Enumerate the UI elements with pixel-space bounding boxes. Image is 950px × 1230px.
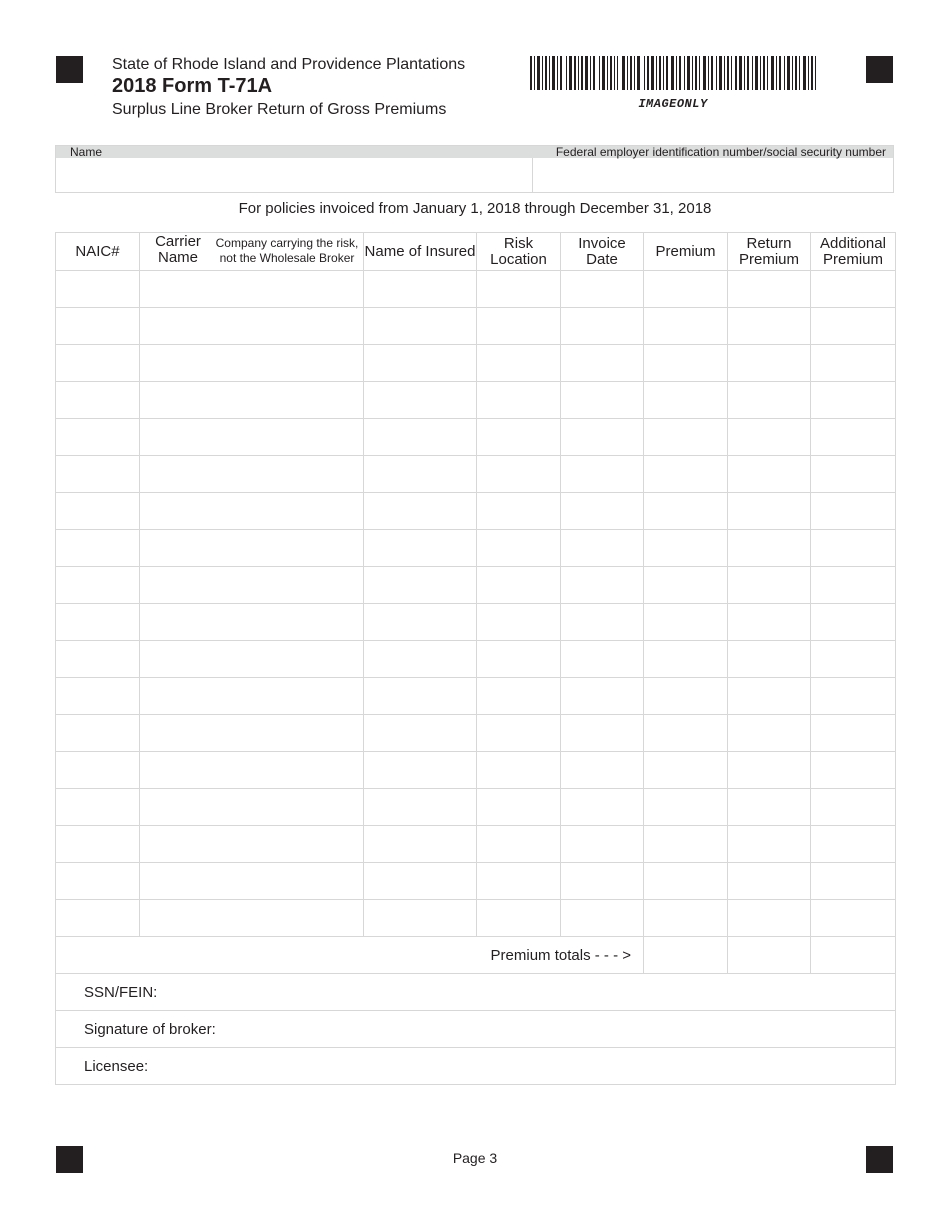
form-header bbox=[112, 55, 465, 122]
table-row bbox=[56, 419, 896, 456]
carrier-cell[interactable] bbox=[140, 604, 364, 641]
risk-location-cell[interactable] bbox=[477, 678, 561, 715]
table-row bbox=[56, 826, 896, 863]
return-premium-cell[interactable] bbox=[728, 604, 811, 641]
risk-location-cell[interactable] bbox=[477, 419, 561, 456]
naic-cell[interactable] bbox=[56, 715, 140, 752]
naic-cell[interactable] bbox=[56, 789, 140, 826]
totals-label: Premium totals - - - > bbox=[56, 937, 644, 974]
risk-location-cell[interactable] bbox=[477, 456, 561, 493]
naic-cell[interactable] bbox=[56, 382, 140, 419]
insured-cell[interactable] bbox=[364, 715, 477, 752]
table-row bbox=[56, 456, 896, 493]
table-row bbox=[56, 752, 896, 789]
premium-cell[interactable] bbox=[644, 604, 728, 641]
insured-cell[interactable] bbox=[364, 789, 477, 826]
return-premium-cell[interactable] bbox=[728, 345, 811, 382]
invoice-date-cell[interactable] bbox=[561, 752, 644, 789]
risk-location-cell[interactable] bbox=[477, 715, 561, 752]
carrier-cell[interactable] bbox=[140, 752, 364, 789]
totals-row bbox=[56, 937, 896, 974]
naic-cell[interactable] bbox=[56, 752, 140, 789]
invoice-date-cell[interactable] bbox=[561, 493, 644, 530]
naic-cell[interactable] bbox=[56, 641, 140, 678]
risk-location-cell[interactable] bbox=[477, 382, 561, 419]
return-premium-header: Return Premium bbox=[728, 233, 811, 271]
table-row bbox=[56, 530, 896, 567]
return-premium-cell[interactable] bbox=[728, 678, 811, 715]
fein-label: Federal employer identification number/social security number bbox=[555, 145, 886, 159]
barcode-caption: IMAGEONLY bbox=[638, 97, 708, 111]
naic-cell[interactable] bbox=[56, 530, 140, 567]
naic-cell[interactable] bbox=[56, 604, 140, 641]
return-premium-cell[interactable] bbox=[728, 826, 811, 863]
insured-cell[interactable] bbox=[364, 604, 477, 641]
signature-row bbox=[56, 1011, 896, 1048]
carrier-cell[interactable] bbox=[140, 826, 364, 863]
naic-cell[interactable] bbox=[56, 308, 140, 345]
table-row bbox=[56, 493, 896, 530]
page-number: Page 3 bbox=[452, 1150, 498, 1166]
invoice-date-cell[interactable] bbox=[561, 308, 644, 345]
return-premium-cell[interactable] bbox=[728, 493, 811, 530]
insured-cell[interactable] bbox=[364, 826, 477, 863]
risk-location-cell[interactable] bbox=[477, 271, 561, 308]
table-row bbox=[56, 900, 896, 937]
risk-location-cell[interactable] bbox=[477, 641, 561, 678]
licensee-row bbox=[56, 1048, 896, 1085]
table-row bbox=[56, 604, 896, 641]
naic-cell[interactable] bbox=[56, 900, 140, 937]
return-premium-cell[interactable] bbox=[728, 641, 811, 678]
premium-cell[interactable] bbox=[644, 382, 728, 419]
premium-cell[interactable] bbox=[644, 641, 728, 678]
risk-location-cell[interactable] bbox=[477, 900, 561, 937]
premium-cell[interactable] bbox=[644, 678, 728, 715]
carrier-cell[interactable] bbox=[140, 567, 364, 604]
naic-cell[interactable] bbox=[56, 863, 140, 900]
insured-cell[interactable] bbox=[364, 419, 477, 456]
table-row bbox=[56, 715, 896, 752]
invoice-date-cell[interactable] bbox=[561, 900, 644, 937]
insured-cell[interactable] bbox=[364, 345, 477, 382]
return-premium-cell[interactable] bbox=[728, 715, 811, 752]
insured-cell[interactable] bbox=[364, 900, 477, 937]
name-label: Name bbox=[70, 145, 103, 159]
naic-cell[interactable] bbox=[56, 567, 140, 604]
registration-mark-top-right bbox=[866, 56, 893, 83]
broker-signature-field[interactable]: Signature of broker: bbox=[56, 1011, 896, 1048]
additional-premium-cell[interactable] bbox=[811, 530, 896, 567]
reporting-period: For policies invoiced from January 1, 2018 through December 31, 2018 bbox=[238, 200, 712, 217]
invoice-date-cell[interactable] bbox=[561, 715, 644, 752]
naic-header: NAIC# bbox=[56, 233, 140, 271]
invoice-date-cell[interactable] bbox=[561, 826, 644, 863]
carrier-cell[interactable] bbox=[140, 419, 364, 456]
insured-cell[interactable] bbox=[364, 641, 477, 678]
table-row bbox=[56, 863, 896, 900]
return-premium-cell[interactable] bbox=[728, 530, 811, 567]
insured-cell[interactable] bbox=[364, 863, 477, 900]
invoice-date-cell[interactable] bbox=[561, 382, 644, 419]
premium-cell[interactable] bbox=[644, 308, 728, 345]
additional-premium-cell[interactable] bbox=[811, 382, 896, 419]
premium-total-cell[interactable] bbox=[644, 937, 728, 974]
risk-location-cell[interactable] bbox=[477, 752, 561, 789]
naic-cell[interactable] bbox=[56, 419, 140, 456]
invoice-date-cell[interactable] bbox=[561, 604, 644, 641]
invoice-date-cell[interactable] bbox=[561, 641, 644, 678]
premium-cell[interactable] bbox=[644, 345, 728, 382]
premium-cell[interactable] bbox=[644, 826, 728, 863]
invoice-date-cell[interactable] bbox=[561, 567, 644, 604]
insured-cell[interactable] bbox=[364, 678, 477, 715]
premium-cell[interactable] bbox=[644, 530, 728, 567]
registration-mark-top-left bbox=[56, 56, 83, 83]
additional-premium-total-cell[interactable] bbox=[811, 937, 896, 974]
carrier-cell[interactable] bbox=[140, 530, 364, 567]
risk-location-cell[interactable] bbox=[477, 789, 561, 826]
additional-premium-cell[interactable] bbox=[811, 419, 896, 456]
barcode bbox=[530, 56, 816, 90]
table-row bbox=[56, 789, 896, 826]
return-premium-cell[interactable] bbox=[728, 382, 811, 419]
carrier-cell[interactable] bbox=[140, 493, 364, 530]
premium-header: Premium bbox=[644, 233, 728, 271]
id-box-divider bbox=[532, 158, 533, 192]
invoice-date-cell[interactable] bbox=[561, 345, 644, 382]
naic-cell[interactable] bbox=[56, 826, 140, 863]
carrier-cell[interactable] bbox=[140, 271, 364, 308]
insured-cell[interactable] bbox=[364, 493, 477, 530]
additional-premium-cell[interactable] bbox=[811, 604, 896, 641]
additional-premium-cell[interactable] bbox=[811, 752, 896, 789]
return-premium-cell[interactable] bbox=[728, 863, 811, 900]
carrier-cell[interactable] bbox=[140, 863, 364, 900]
premium-cell[interactable] bbox=[644, 715, 728, 752]
risk-location-cell[interactable] bbox=[477, 345, 561, 382]
additional-premium-cell[interactable] bbox=[811, 308, 896, 345]
naic-cell[interactable] bbox=[56, 271, 140, 308]
invoice-date-cell[interactable] bbox=[561, 789, 644, 826]
table-row bbox=[56, 678, 896, 715]
table-row bbox=[56, 641, 896, 678]
additional-premium-cell[interactable] bbox=[811, 456, 896, 493]
invoice-date-cell[interactable] bbox=[561, 863, 644, 900]
insured-cell[interactable] bbox=[364, 382, 477, 419]
return-premium-cell[interactable] bbox=[728, 789, 811, 826]
state-name: State of Rhode Island and Providence Plantations bbox=[112, 56, 466, 73]
naic-cell[interactable] bbox=[56, 345, 140, 382]
carrier-cell[interactable] bbox=[140, 789, 364, 826]
premium-table bbox=[55, 232, 896, 1085]
additional-premium-cell[interactable] bbox=[811, 567, 896, 604]
return-premium-cell[interactable] bbox=[728, 308, 811, 345]
carrier-cell[interactable] bbox=[140, 678, 364, 715]
return-premium-cell[interactable] bbox=[728, 456, 811, 493]
premium-cell[interactable] bbox=[644, 419, 728, 456]
return-premium-cell[interactable] bbox=[728, 752, 811, 789]
premium-cell[interactable] bbox=[644, 456, 728, 493]
ssn-fein-field[interactable]: SSN/FEIN: bbox=[56, 974, 896, 1011]
form-title: 2018 Form T-71A bbox=[112, 75, 273, 97]
carrier-cell[interactable] bbox=[140, 641, 364, 678]
premium-cell[interactable] bbox=[644, 271, 728, 308]
premium-cell[interactable] bbox=[644, 863, 728, 900]
additional-premium-cell[interactable] bbox=[811, 641, 896, 678]
additional-premium-cell[interactable] bbox=[811, 345, 896, 382]
premium-cell[interactable] bbox=[644, 789, 728, 826]
risk-location-cell[interactable] bbox=[477, 863, 561, 900]
table-row bbox=[56, 382, 896, 419]
table-row bbox=[56, 308, 896, 345]
naic-cell[interactable] bbox=[56, 456, 140, 493]
table-row bbox=[56, 567, 896, 604]
return-premium-total-cell[interactable] bbox=[728, 937, 811, 974]
risk-location-cell[interactable] bbox=[477, 567, 561, 604]
risk-location-cell[interactable] bbox=[477, 530, 561, 567]
insured-cell[interactable] bbox=[364, 752, 477, 789]
carrier-header bbox=[140, 233, 364, 271]
table-row bbox=[56, 271, 896, 308]
insured-cell[interactable] bbox=[364, 271, 477, 308]
carrier-cell[interactable] bbox=[140, 308, 364, 345]
additional-premium-cell[interactable] bbox=[811, 493, 896, 530]
naic-cell[interactable] bbox=[56, 493, 140, 530]
premium-cell[interactable] bbox=[644, 493, 728, 530]
form-subtitle: Surplus Line Broker Return of Gross Premiums bbox=[112, 101, 447, 118]
insured-cell[interactable] bbox=[364, 308, 477, 345]
risk-location-cell[interactable] bbox=[477, 493, 561, 530]
premium-cell[interactable] bbox=[644, 567, 728, 604]
carrier-description: Company carrying the risk, not the Wholesale Broker bbox=[215, 236, 359, 265]
taxpayer-id-box bbox=[55, 145, 894, 193]
return-premium-cell[interactable] bbox=[728, 419, 811, 456]
insured-header: Name of Insured bbox=[364, 233, 477, 271]
carrier-cell[interactable] bbox=[140, 900, 364, 937]
carrier-cell[interactable] bbox=[140, 456, 364, 493]
return-premium-cell[interactable] bbox=[728, 271, 811, 308]
invoice-date-cell[interactable] bbox=[561, 419, 644, 456]
ssn-row bbox=[56, 974, 896, 1011]
additional-premium-cell[interactable] bbox=[811, 678, 896, 715]
invoice-date-header: Invoice Date bbox=[561, 233, 644, 271]
return-premium-cell[interactable] bbox=[728, 900, 811, 937]
invoice-date-cell[interactable] bbox=[561, 678, 644, 715]
insured-cell[interactable] bbox=[364, 567, 477, 604]
carrier-cell[interactable] bbox=[140, 715, 364, 752]
risk-location-cell[interactable] bbox=[477, 308, 561, 345]
table-row bbox=[56, 345, 896, 382]
invoice-date-cell[interactable] bbox=[561, 530, 644, 567]
return-premium-cell[interactable] bbox=[728, 567, 811, 604]
carrier-cell[interactable] bbox=[140, 382, 364, 419]
insured-cell[interactable] bbox=[364, 530, 477, 567]
additional-premium-cell[interactable] bbox=[811, 271, 896, 308]
table-header-row bbox=[56, 233, 896, 271]
invoice-date-cell[interactable] bbox=[561, 271, 644, 308]
licensee-field[interactable]: Licensee: bbox=[56, 1048, 896, 1085]
naic-cell[interactable] bbox=[56, 678, 140, 715]
additional-premium-cell[interactable] bbox=[811, 900, 896, 937]
additional-premium-cell[interactable] bbox=[811, 715, 896, 752]
invoice-date-cell[interactable] bbox=[561, 456, 644, 493]
premium-cell[interactable] bbox=[644, 900, 728, 937]
premium-cell[interactable] bbox=[644, 752, 728, 789]
insured-cell[interactable] bbox=[364, 456, 477, 493]
additional-premium-cell[interactable] bbox=[811, 789, 896, 826]
risk-location-cell[interactable] bbox=[477, 826, 561, 863]
carrier-cell[interactable] bbox=[140, 345, 364, 382]
carrier-name-header: Carrier Name bbox=[155, 233, 201, 266]
risk-location-cell[interactable] bbox=[477, 604, 561, 641]
additional-premium-cell[interactable] bbox=[811, 863, 896, 900]
additional-premium-header: Additional Premium bbox=[811, 233, 896, 271]
additional-premium-cell[interactable] bbox=[811, 826, 896, 863]
risk-location-header: Risk Location bbox=[477, 233, 561, 271]
